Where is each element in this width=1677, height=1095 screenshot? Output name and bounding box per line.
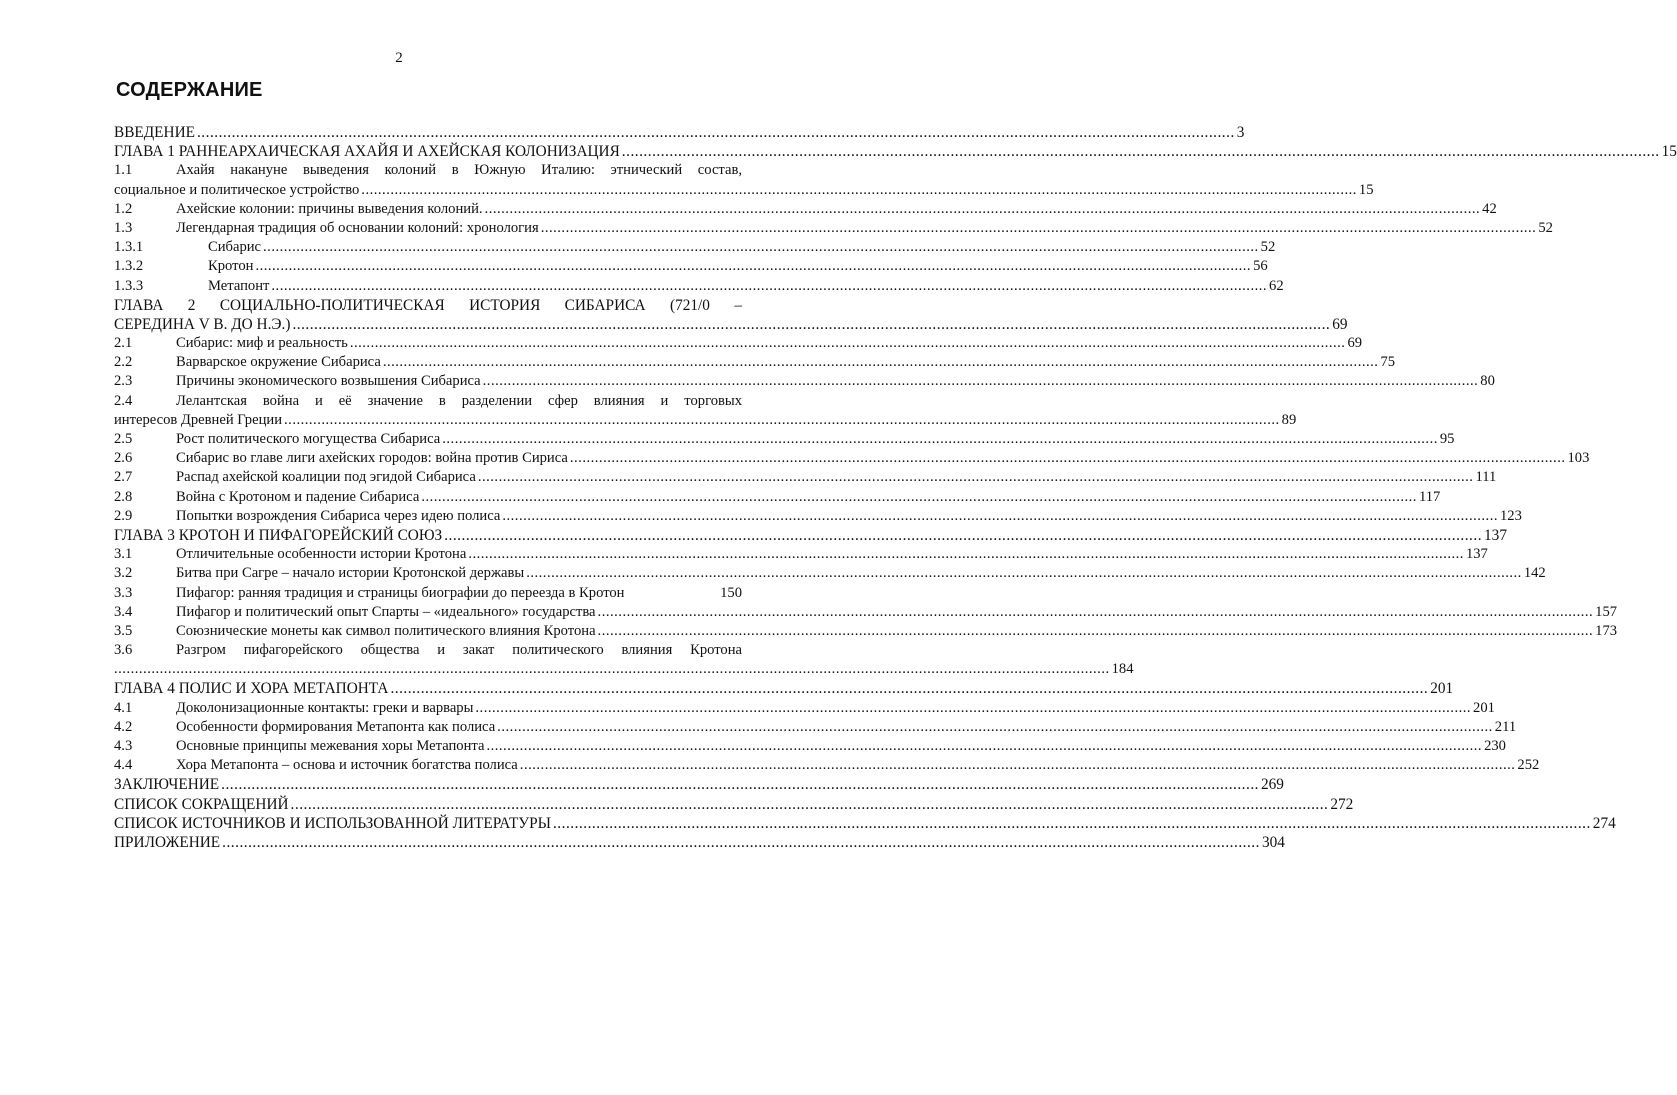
toc-entry-title: Распад ахейской коалиции под эгидой Сибариса (176, 469, 476, 486)
toc-entry-number: 3.2 (114, 565, 133, 582)
toc-entry-page: 272 (1330, 795, 1354, 813)
toc-entry-page: 230 (1484, 738, 1506, 754)
toc-entry-title: Рост политического могущества Сибариса (176, 431, 441, 447)
toc-entry-number: 3.4 (114, 603, 133, 620)
toc-entry-number: 2.7 (114, 469, 133, 486)
toc-entry-number: 4.3 (114, 738, 133, 754)
toc-entry-page: 69 (1332, 315, 1348, 333)
toc-entry-title: Варварское окружение Сибариса (176, 354, 381, 371)
toc-entry-page: 42 (1482, 200, 1497, 217)
toc-entry-page: 95 (1439, 431, 1455, 447)
toc-entry-appendix (114, 833, 1285, 852)
toc-entry-introduction (114, 123, 1245, 142)
toc-entry-2-7 (114, 468, 1497, 487)
toc-entry-number: 1.3.1 (114, 239, 144, 256)
toc-entry-title: Пифагор и политический опыт Спарты – «идеального» государства (176, 603, 596, 620)
toc-entry-number: 1.3.3 (114, 277, 144, 294)
toc-entry-page: 123 (1499, 507, 1522, 524)
toc-entry-number: 2.9 (114, 507, 133, 524)
toc-entry-title: Сибарис: миф и реальность (176, 335, 348, 352)
toc-entry-2-3 (114, 372, 1495, 391)
toc-entry-title: СПИСОК СОКРАЩЕНИЙ (114, 795, 289, 813)
toc-entry-number: 2.1 (114, 335, 133, 352)
toc-entry-title: ГЛАВА 3 КРОТОН И ПИФАГОРЕЙСКИЙ СОЮЗ (114, 526, 443, 544)
toc-entry-number: 3.3 (114, 584, 133, 601)
toc-entry-page: 150 (720, 584, 742, 601)
toc-entry-title-continued: СЕРЕДИНА V В. ДО Н.Э.) (114, 315, 291, 333)
toc-entry-2-4-continuation (114, 411, 1297, 430)
toc-entry-number: 2.4 (114, 392, 133, 409)
toc-entry-number: 2.6 (114, 450, 133, 467)
toc-entry-title: ЗАКЛЮЧЕНИЕ (114, 776, 220, 794)
toc-entry-2-2 (114, 353, 1396, 372)
toc-entry-1-2 (114, 200, 1497, 219)
toc-entry-4-1 (114, 699, 1495, 718)
toc-entry-page: 52 (1538, 219, 1553, 236)
toc-entry-1-3 (114, 219, 1553, 238)
toc-entry-page: 62 (1269, 277, 1284, 294)
toc-entry-page: 173 (1595, 622, 1618, 639)
toc-entry-3-3 (114, 584, 742, 603)
toc-entry-4-4 (114, 756, 1540, 775)
toc-entry-4-2 (114, 718, 1517, 737)
toc-entry-title: Ахайя накануне выведения колоний в Южную Италию: этнический состав, (176, 162, 742, 179)
toc-entry-title: ГЛАВА 4 ПОЛИС И ХОРА МЕТАПОНТА (114, 680, 389, 698)
toc-entry-title: Битва при Сагре – начало истории Кротонской державы (176, 565, 525, 582)
toc-entry-number: 2.3 (114, 373, 133, 390)
table-of-contents (114, 123, 1677, 852)
toc-entry-3-1 (114, 545, 1488, 564)
toc-entry-page: 184 (1111, 661, 1134, 678)
toc-entry-4-3 (114, 737, 1506, 756)
toc-entry-chapter-2 (114, 296, 742, 315)
toc-entry-2-4 (114, 392, 742, 411)
toc-entry-page: 56 (1253, 258, 1268, 275)
toc-entry-title: Попытки возрождения Сибариса через идею полиса (176, 507, 501, 524)
toc-entry-title: ГЛАВА 1 РАННЕАРХАИЧЕСКАЯ АХАЙЯ И АХЕЙСКАЯ КОЛОНИЗАЦИЯ (114, 143, 620, 161)
toc-entry-number: 1.2 (114, 200, 133, 217)
toc-entry-3-5 (114, 622, 1618, 641)
toc-entry-1-3-2 (114, 257, 1268, 276)
toc-entry-number: 1.1 (114, 162, 133, 179)
toc-entry-title-continued: социальное и политическое устройство (114, 181, 360, 198)
toc-entry-2-9 (114, 507, 1522, 526)
toc-entry-title: ГЛАВА 2 СОЦИАЛЬНО-ПОЛИТИЧЕСКАЯ ИСТОРИЯ СИБАРИСА (721/0 – (114, 296, 742, 314)
toc-entry-conclusion (114, 775, 1284, 794)
toc-entry-page: 80 (1480, 373, 1495, 390)
toc-entry-page: 201 (1473, 699, 1495, 716)
toc-entry-title: Основные принципы межевания хоры Метапонта (176, 738, 485, 754)
page-number: 2 (395, 50, 403, 66)
toc-entry-title: Причины экономического возвышения Сибариса (176, 373, 481, 390)
toc-entry-page: 269 (1260, 776, 1284, 794)
toc-entry-page: 157 (1595, 603, 1618, 620)
toc-entry-number: 2.2 (114, 354, 133, 371)
toc-entry-page: 274 (1592, 814, 1616, 832)
toc-entry-page: 103 (1567, 450, 1590, 467)
toc-entry-title: Особенности формирования Метапонта как полиса (176, 718, 496, 735)
toc-entry-title: СПИСОК ИСТОЧНИКОВ И ИСПОЛЬЗОВАННОЙ ЛИТЕРАТУРЫ (114, 814, 551, 832)
toc-entry-number: 3.5 (114, 622, 133, 639)
toc-entry-sources (114, 814, 1616, 833)
toc-entry-number: 4.2 (114, 718, 133, 735)
toc-entry-title: Ахейские колонии: причины выведения колоний. (176, 200, 483, 217)
toc-entry-page: 89 (1281, 411, 1297, 428)
toc-entry-page: 201 (1430, 680, 1454, 698)
toc-entry-title: Кротон (208, 258, 254, 275)
toc-entry-page: 111 (1475, 469, 1497, 486)
toc-entry-number: 3.1 (114, 546, 133, 563)
toc-entry-2-6 (114, 449, 1590, 468)
toc-entry-page: 252 (1517, 757, 1540, 774)
toc-entry-title: ПРИЛОЖЕНИЕ (114, 833, 221, 851)
toc-entry-page: 117 (1418, 488, 1441, 505)
toc-entry-2-1 (114, 334, 1363, 353)
toc-entry-page: 137 (1484, 526, 1507, 544)
toc-entry-number: 3.6 (114, 642, 133, 659)
toc-entry-page: 137 (1465, 546, 1488, 563)
toc-entry-page: 15 (1358, 181, 1374, 198)
toc-entry-title: Метапонт (208, 277, 270, 294)
toc-entry-page: 69 (1347, 335, 1363, 352)
toc-entry-number: 2.5 (114, 431, 133, 447)
toc-entry-chapter-4 (114, 679, 1454, 698)
toc-entry-1-1 (114, 161, 742, 180)
toc-entry-2-8 (114, 488, 1441, 507)
toc-entry-title: Пифагор: ранняя традиция и страницы биографии до переезда в Кротон (176, 584, 625, 601)
toc-entry-title: Сибарис (208, 239, 262, 256)
toc-entry-title: Хора Метапонта – основа и источник богатства полиса (176, 757, 518, 774)
toc-entry-chapter-1 (114, 142, 1677, 161)
toc-entry-page: 15 (1661, 143, 1677, 161)
toc-entry-page: 75 (1380, 354, 1396, 371)
toc-entry-title: Легендарная традиция об основании колоний: хронология (176, 219, 539, 236)
toc-entry-number: 4.4 (114, 757, 133, 774)
toc-entry-1-3-3 (114, 277, 1284, 296)
toc-entry-3-4 (114, 603, 1618, 622)
toc-entry-page: 211 (1494, 718, 1517, 735)
toc-entry-title: Сибарис во главе лиги ахейских городов: война против Сириса (176, 450, 568, 467)
toc-entry-1-1-continuation (114, 181, 1374, 200)
toc-entry-number: 2.8 (114, 488, 133, 505)
toc-entry-1-3-1 (114, 238, 1276, 257)
page-title: СОДЕРЖАНИЕ (116, 79, 263, 101)
toc-entry-page: 304 (1261, 833, 1285, 851)
toc-entry-title: Отличительные особенности истории Кротона (176, 546, 467, 563)
toc-entry-3-6 (114, 641, 742, 660)
toc-entry-abbreviations (114, 795, 1354, 814)
toc-entry-title: Война с Кротоном и падение Сибариса (176, 488, 420, 505)
toc-entry-3-6-continuation (114, 660, 1134, 679)
toc-entry-number: 4.1 (114, 699, 133, 716)
toc-entry-page: 142 (1523, 565, 1546, 582)
toc-entry-title: ВВЕДЕНИЕ (114, 124, 195, 141)
toc-entry-title: Лелантская война и её значение в разделении сфер влияния и торговых (176, 392, 742, 409)
toc-entry-title: Разгром пифагорейского общества и закат политического влияния Кротона (176, 642, 742, 659)
toc-entry-3-2 (114, 564, 1546, 583)
toc-entry-number: 1.3.2 (114, 258, 144, 275)
toc-entry-page: 52 (1260, 239, 1276, 256)
toc-entry-chapter-3 (114, 526, 1507, 545)
toc-entry-number: 1.3 (114, 219, 133, 236)
toc-entry-title: Доколонизационные контакты: греки и варвары (176, 699, 474, 716)
toc-entry-title-continued: интересов Древней Греции (114, 411, 283, 428)
toc-entry-chapter-2-continuation (114, 315, 1348, 334)
toc-entry-page: 3 (1236, 124, 1245, 141)
toc-entry-2-5 (114, 430, 1455, 449)
toc-entry-title: Союзнические монеты как символ политического влияния Кротона (176, 622, 596, 639)
